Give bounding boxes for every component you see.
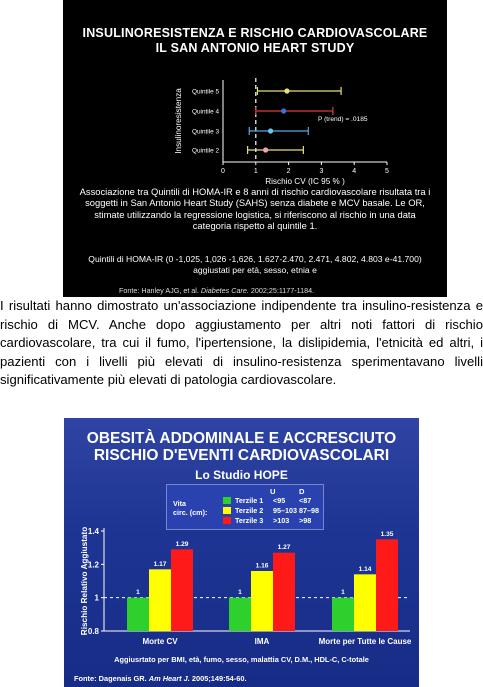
x-tick-label: 4 (352, 168, 357, 175)
y-axis-title: Rischio Relativo Aggiustato (80, 526, 89, 636)
y-tick-label: 0.8 (87, 627, 99, 636)
quintile-label: Quintile 2 (192, 147, 219, 155)
y-tick-label: 1.4 (87, 527, 99, 536)
legend-u-terzile-3: >103 (273, 516, 290, 525)
legend-item-terzile-1: Terzile 1 (235, 496, 264, 505)
point-estimate (281, 108, 286, 113)
body-paragraph: I risultati hanno dimostrato un'associazione indipendente tra insulino-resistenza e rischio di MCV. Anche dopo aggiustamento per altri noti fattori di rischio cardiovascolare, tra cui il fumo, l'ipertensione, la dislipidemia, l'etnicità ed altri, i pazienti con i livelli più elevati di insulino-resistenza sperimentavano livelli significativamente più elevati di patologia cardiovascolare. (0, 298, 483, 388)
legend-d-terzile-1: <87 (299, 496, 312, 505)
slide1-quintiles (77, 254, 433, 275)
category-label: Morte per Tutte le Cause (318, 637, 412, 646)
x-tick-label: 0 (221, 168, 225, 175)
slide1-title (63, 26, 447, 56)
slide2-subtitle: Lo Studio HOPE (195, 468, 288, 482)
legend-col-d: D (299, 487, 305, 496)
point-estimate (284, 88, 289, 93)
bar (354, 574, 376, 631)
bar (376, 539, 398, 631)
slide1-source-suffix: 2002;25:1177-1184. (248, 286, 315, 295)
slide2-adjustment-note: Aggiusrtato per BMI, età, fumo, sesso, malattia CV, D.M., HDL-C, C-totale (114, 655, 369, 664)
slide2-title-line1: OBESITÀ ADDOMINALE E ACCRESCIUTO (86, 430, 397, 447)
point-estimate (263, 147, 268, 152)
slide2-source-journal: Am Heart J. (148, 674, 190, 683)
bar-value-label: 1.16 (255, 562, 269, 570)
forest-plot-slide (63, 0, 447, 297)
bar-value-label: 1.29 (175, 540, 189, 548)
point-estimate (268, 128, 273, 133)
slide1-source-prefix: Fonte: Hanley AJG, et al. (119, 286, 201, 295)
p-trend-label: P (trend) = .0185 (318, 116, 368, 123)
legend-item-terzile-3: Terzile 3 (235, 516, 264, 525)
legend-row-label-1: Vita (173, 499, 187, 508)
bar-value-label: 1 (341, 589, 345, 597)
slide1-description: Associazione tra Quintili di HOMA-IR e 8 anni di rischio cardiovascolare risultata tra i soggetti in San Antonio Heart Study (SAHS) senza diabete e MCV basale. Le OR, stimate utilizzando la regressione logistica, si riferiscono al rischio in una data categoria rispetto al quintile 1. (79, 186, 431, 232)
legend-row-label-2: circ. (cm): (173, 508, 208, 517)
slide1-title-line1: INSULINORESISTENZA E RISCHIO CARDIOVASCOLARE (82, 26, 428, 40)
bar (171, 549, 193, 631)
bar (251, 571, 273, 631)
x-tick-label: 1 (253, 168, 258, 175)
bar-value-label: 1.17 (153, 560, 167, 568)
legend-col-u: U (270, 487, 276, 496)
quintile-label: Quintile 3 (192, 128, 219, 136)
x-tick-label: 3 (319, 168, 324, 175)
x-axis-title: Rischio CV (IC 95 % ) (265, 177, 345, 186)
bar (332, 598, 354, 631)
x-tick-label: 5 (385, 168, 389, 175)
y-tick-label: 1.2 (87, 560, 99, 570)
slide2-source (74, 674, 247, 683)
legend-u-terzile-1: <95 (273, 496, 286, 505)
quintile-label: Quintile 4 (192, 108, 219, 116)
bar (273, 553, 295, 631)
slide1-quintiles-line2: aggiustati per età, sesso, etnia e (193, 264, 317, 275)
bar-value-label: 1 (238, 589, 242, 597)
bar-value-label: 1 (136, 589, 140, 597)
y-tick-label: 1 (94, 593, 99, 603)
bar-value-label: 1.14 (358, 565, 372, 573)
legend-d-terzile-2: 87–98 (299, 506, 319, 515)
slide1-quintiles-line1: Quintili di HOMA-IR (0 -1,025, 1,026 -1,626, 1.627-2.470, 2.471, 4.802, 4.803 e-41.700) (88, 254, 422, 264)
slide1-title-line2: IL SAN ANTONIO HEART STUDY (155, 41, 355, 55)
bar-value-label: 1.35 (380, 530, 394, 538)
legend-item-terzile-2: Terzile 2 (235, 506, 264, 515)
legend-u-terzile-2: 95–103 (273, 506, 297, 515)
bar-value-label: 1.27 (277, 544, 291, 552)
bar (127, 598, 149, 631)
slide1-source (119, 286, 314, 295)
hope-study-slide (64, 418, 419, 687)
slide2-title-line2: RISCHIO D'EVENTI CARDIOVASCOLARI (93, 447, 390, 464)
slide1-source-journal: Diabetes Care. (200, 286, 249, 295)
slide2-source-suffix: 2005;149:54-60. (189, 674, 247, 683)
slide2-source-prefix: Fonte: Dagenais GR. (74, 674, 149, 683)
x-tick-label: 2 (286, 168, 291, 175)
bar-chart (64, 418, 419, 687)
y-axis-title: Insulinoresistenza (174, 88, 183, 154)
bar (149, 569, 171, 631)
category-label: Morte CV (142, 637, 178, 646)
bar (229, 598, 251, 631)
quintile-label: Quintile 5 (192, 88, 219, 96)
legend-d-terzile-3: >98 (299, 516, 312, 525)
category-label: IMA (254, 637, 270, 646)
